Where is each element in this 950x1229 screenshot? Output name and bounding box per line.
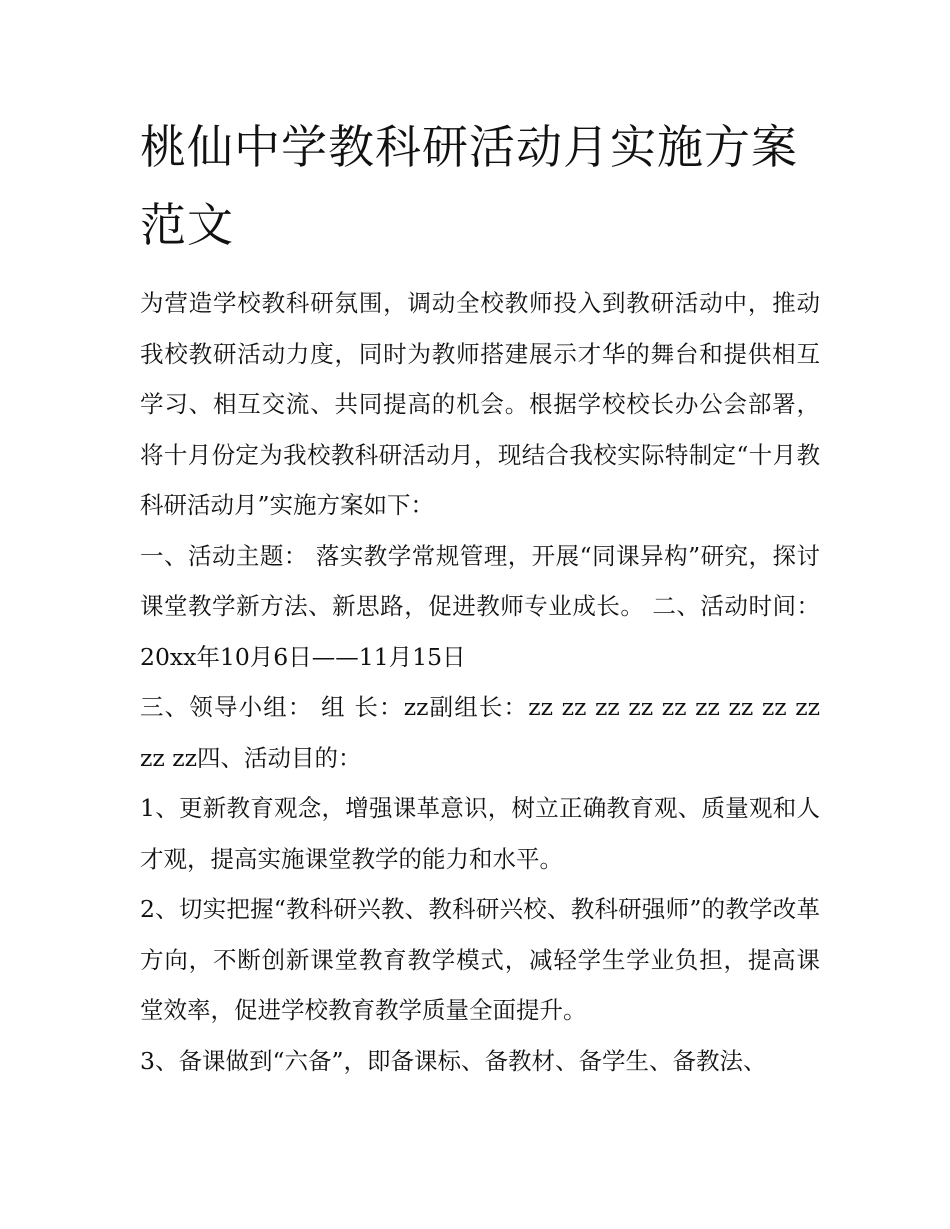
document-title: 桃仙中学教科研活动月实施方案范文 bbox=[140, 120, 798, 252]
paragraph-goal-1: 1、更新教育观念，增强课革意识，树立正确教育观、质量观和人才观，提高实施课堂教学的能力和水平。 bbox=[140, 794, 820, 873]
document-body bbox=[140, 278, 820, 1086]
paragraph-goal-3: 3、备课做到“六备”，即备课标、备教材、备学生、备教法、 bbox=[140, 1046, 767, 1075]
paragraph-intro: 为营造学校教科研氛围，调动全校教师投入到教研活动中，推动我校教研活动力度，同时为教师搭建展示才华的舞台和提供相互学习、相互交流、共同提高的机会。根据学校校长办公会部署，将十月份定为我校教科研活动月，现结合我校实际特制定“十月教科研活动月”实施方案如下： bbox=[140, 289, 820, 519]
paragraph-goal-2: 2、切实把握“教科研兴教、教科研兴校、教科研强师”的教学改革方向，不断创新课堂教育教学模式，减轻学生学业负担，提高课堂效率，促进学校教育教学质量全面提升。 bbox=[140, 895, 820, 1024]
document-page bbox=[140, 108, 820, 1086]
paragraph-theme-time: 一、活动主题： 落实教学常规管理，开展“同课异构”研究，探讨课堂教学新方法、新思路，促进教师专业成长。 二、活动时间： 20xx年10月6日——11月15日 bbox=[140, 541, 820, 671]
paragraph-leadership: 三、领导小组： 组 长：zz副组长：zz zz zz zz zz zz zz zz zz zz zz四、活动目的： bbox=[140, 693, 820, 772]
